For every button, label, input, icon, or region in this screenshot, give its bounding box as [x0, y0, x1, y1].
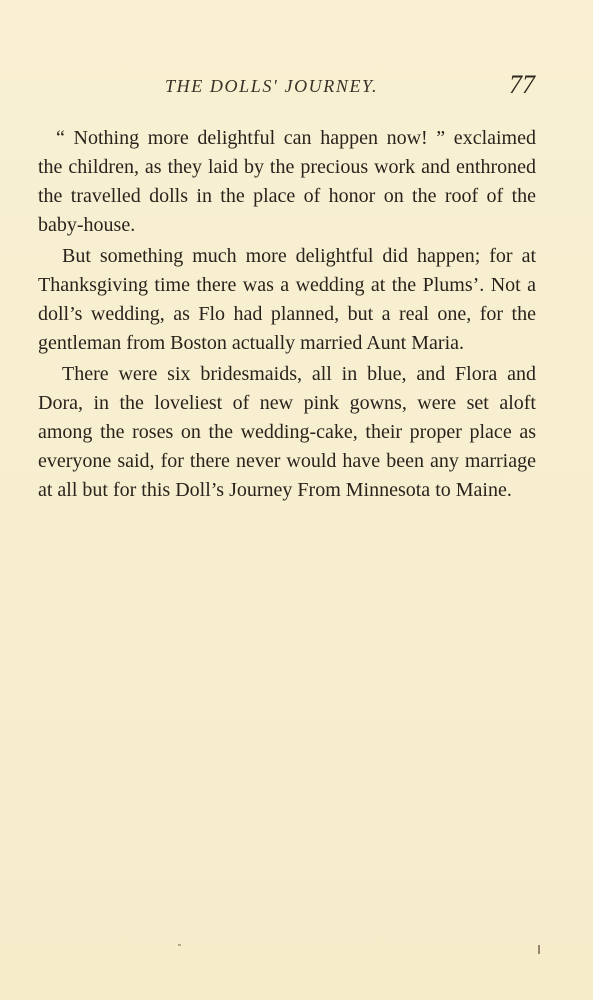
running-head	[0, 70, 593, 104]
paper-speck	[178, 944, 181, 946]
page-number: 77	[509, 70, 535, 99]
body-text	[38, 124, 536, 507]
paragraph-1: “ Nothing more delightful can happen now! ” exclaimed the children, as they laid by the precious work and enthroned the travelled dolls in the place of honor on the roof of the baby-house.	[38, 127, 536, 236]
paragraph-2: But something much more delightful did happen; for at Thanksgiving time there was a wedding at the Plums’. Not a doll’s wedding, as Flo had planned, but a real one, for the gentleman from Boston actually married Aunt Maria.	[38, 245, 536, 354]
running-title: THE DOLLS' JOURNEY.	[165, 76, 379, 96]
paragraph-3: There were six bridesmaids, all in blue, and Flora and Dora, in the loveliest of new pink gowns, were set aloft among the roses on the wedding-cake, their proper place as everyone said, for there never would have been any marriage at all but for this Doll’s Journey From Minnesota to Maine.	[38, 363, 536, 501]
paper-speck	[538, 945, 540, 954]
